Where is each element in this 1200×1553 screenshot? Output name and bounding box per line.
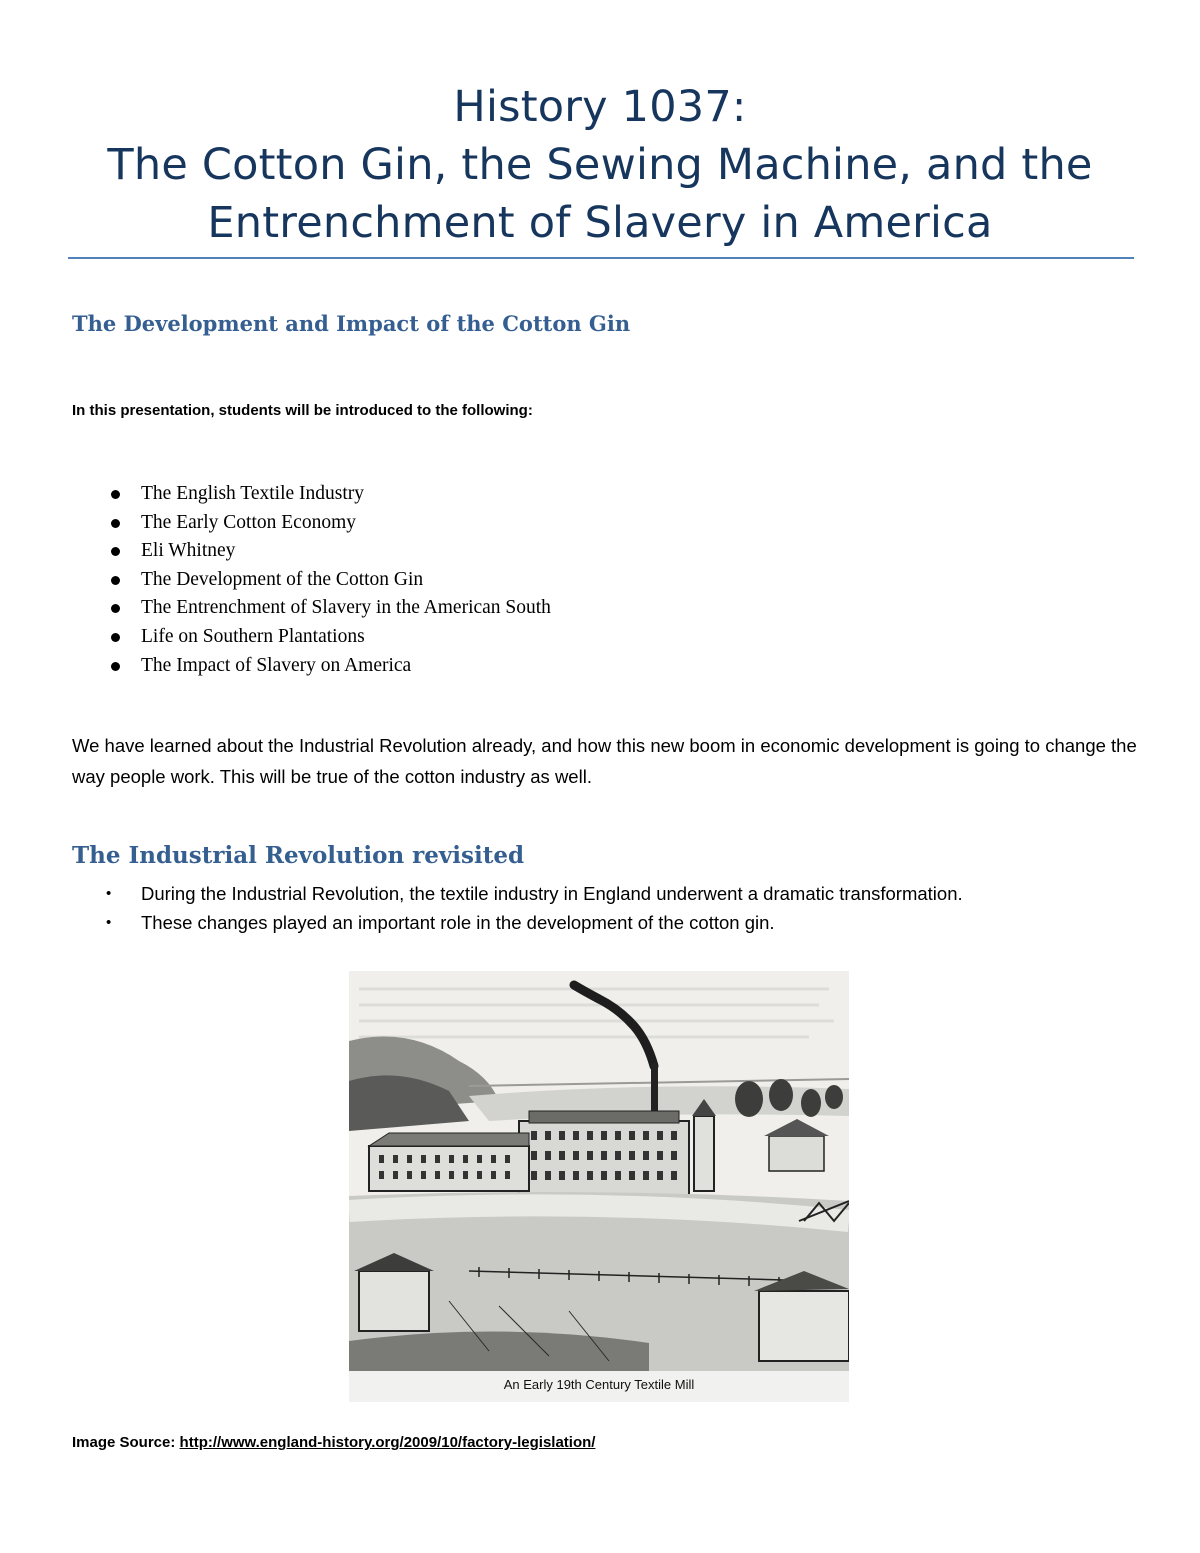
bullet-icon xyxy=(111,633,120,642)
topic-text: The Impact of Slavery on America xyxy=(141,654,412,676)
intro-text: In this presentation, students will be introduced to the following: xyxy=(72,402,533,419)
title-line-3: Entrenchment of Slavery in America xyxy=(207,198,993,248)
topic-item xyxy=(108,509,551,538)
textile-mill-figure xyxy=(349,971,849,1402)
section-heading-industrial-revolution: The Industrial Revolution revisited xyxy=(72,842,525,869)
topic-item xyxy=(108,566,551,595)
topic-item xyxy=(108,480,551,509)
image-source-label: Image Source: xyxy=(72,1434,180,1451)
bullet-icon xyxy=(111,547,120,556)
textile-mill-engraving-icon xyxy=(349,971,849,1371)
topics-list xyxy=(108,480,551,680)
topic-item xyxy=(108,623,551,652)
bullet-icon xyxy=(111,604,120,613)
title-line-1: History 1037: xyxy=(453,82,747,132)
body-paragraph: We have learned about the Industrial Revolution already, and how this new boom in economic development is going to change the way people work. This will be true of the cotton industry as well. xyxy=(72,735,1137,787)
title-line-2: The Cotton Gin, the Sewing Machine, and the xyxy=(107,140,1093,190)
bullet-icon xyxy=(111,576,120,585)
industrial-revolution-bullets xyxy=(102,879,1062,937)
image-source-link[interactable]: http://www.england-history.org/2009/10/factory-legislation/ xyxy=(179,1434,596,1451)
bullet-icon xyxy=(111,490,120,499)
section-heading-cotton-gin: The Development and Impact of the Cotton Gin xyxy=(72,311,631,336)
topic-item xyxy=(108,594,551,623)
document-title xyxy=(68,78,1132,252)
bullet-icon xyxy=(111,662,120,671)
topic-text: The Development of the Cotton Gin xyxy=(141,568,424,590)
bullet-icon xyxy=(111,519,120,528)
topic-item xyxy=(108,652,551,681)
bullet-icon: • xyxy=(106,914,112,931)
topic-text: The English Textile Industry xyxy=(141,483,365,504)
topic-text: Eli Whitney xyxy=(141,540,236,562)
figure-caption: An Early 19th Century Textile Mill xyxy=(503,1377,695,1392)
image-source-line xyxy=(72,1434,595,1451)
topic-text: Life on Southern Plantations xyxy=(141,625,365,647)
topic-item xyxy=(108,537,551,566)
bullet-text: During the Industrial Revolution, the textile industry in England underwent a dramatic transformation. xyxy=(141,883,963,904)
topic-text: The Early Cotton Economy xyxy=(141,511,356,533)
bullet-icon: • xyxy=(106,885,112,902)
bullet-item xyxy=(102,908,1062,937)
bullet-text: These changes played an important role in the development of the cotton gin. xyxy=(141,912,775,933)
title-underline-rule xyxy=(68,257,1134,259)
topic-text: The Entrenchment of Slavery in the American South xyxy=(141,597,551,619)
bullet-item xyxy=(102,879,1062,908)
